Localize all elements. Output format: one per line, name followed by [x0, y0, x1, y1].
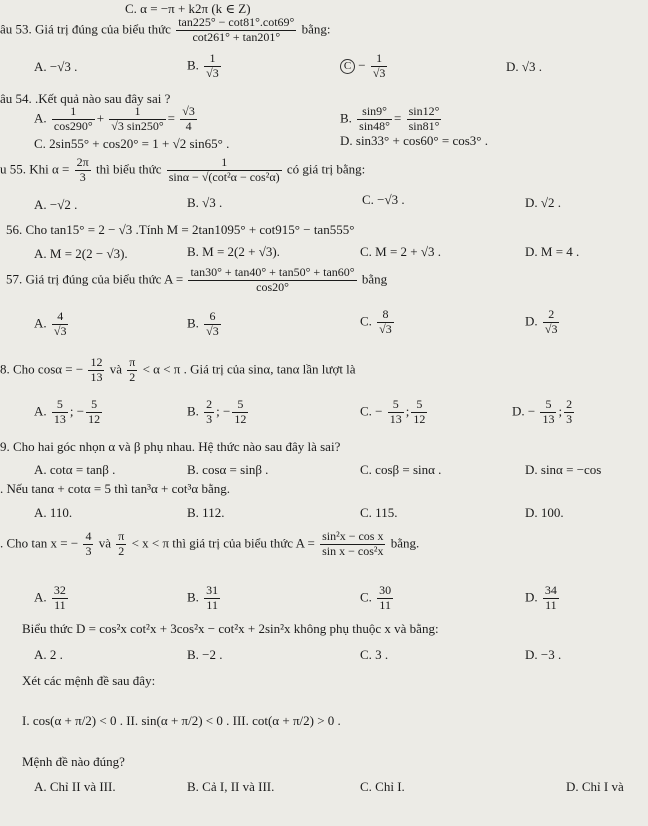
- question-62: Biểu thức D = cos²x cot²x + 3cos²x − cot²x + 2sin²x không phụ thuộc x và bằng:: [22, 621, 439, 636]
- question-55: u 55. Khi α = $\frac{2\pi}{3}$ thì biểu thức $\frac{1}{\text{sinα − √(cot²α − cos²α)}}$ có giá trị bằng:: [0, 155, 366, 184]
- question-53: âu 53. Giá trị đúng của biểu thức $\frac{\tan 225^\circ - \cot 81^\circ.\cot 69^\circ}{\cot 261^\circ + \tan 201^\circ}$ bằng:: [0, 15, 331, 44]
- q62-option-a: A. 2 .: [34, 647, 63, 662]
- q53-expression: $\frac{\tan 225^\circ - \cot 81^\circ.\cot 69^\circ}{\cot 261^\circ + \tan 201^\circ}$: [178, 15, 295, 44]
- q54-option-d: D. sin33° + cos60° = cos3° .: [340, 133, 488, 148]
- q58-option-a: A. $\frac{5}{13}$ ; − $\frac{5}{12}$: [34, 397, 101, 426]
- q55-option-d: D. √2 .: [525, 195, 562, 210]
- q61-option-d: D. $\frac{34}{11}$: [525, 583, 557, 612]
- q62-option-c: C. 3 .: [360, 647, 389, 662]
- q58-option-c: C. − $\frac{5}{13}$ ; $\frac{5}{12}$: [360, 397, 426, 426]
- q55-option-c: C. −√3 .: [362, 192, 405, 207]
- q57-option-a: A. $\frac{4}{√3}$: [34, 309, 67, 338]
- q57-option-d: D. $\frac{2}{√3}$: [525, 307, 558, 336]
- q55-option-a: A. −√2 .: [34, 197, 78, 212]
- q60-option-b: B. 112.: [187, 505, 225, 520]
- q58-option-d: D. − $\frac{5}{13}$ ; $\frac{2}{3}$: [512, 397, 573, 426]
- q54-option-b: B. $\frac{\sin 9^\circ}{\sin 48^\circ}$ = $\frac{\sin 12^\circ}{\sin 81^\circ}$: [340, 104, 440, 133]
- q60-option-c: C. 115.: [360, 505, 398, 520]
- q63-option-d: D. Chỉ I và: [566, 779, 624, 794]
- question-56: 56. Cho tan15° = 2 − √3 .Tính M = 2tan1095° + cot915° − tan555°: [6, 222, 355, 237]
- q63-statements: I. cos(α + π/2) < 0 . II. sin(α + π/2) < 0 . III. cot(α + π/2) > 0 .: [22, 713, 341, 728]
- q57-option-c: C. $\frac{8}{√3}$: [360, 307, 392, 336]
- q59-option-b: B. cosα = sinβ .: [187, 462, 269, 477]
- q61-expression: $\frac{\text{sin²x − cos x}}{\text{sin x − cos²x}}$: [322, 529, 384, 558]
- q63-option-c: C. Chỉ I.: [360, 779, 405, 794]
- q55-expression: $\frac{1}{\text{sinα − √(cot²α − cos²α)}}$: [168, 155, 280, 184]
- q53-option-c: C − $\frac{1}{√3}$: [340, 52, 389, 81]
- q63-option-a: A. Chỉ II và III.: [34, 779, 116, 794]
- question-61: . Cho tan x = − $\frac{4}{3}$ và $\frac{\pi}{2}$ < x < π thì giá trị của biểu thức A = $\frac{\text{sin²x − cos x}}{\text{sin x − cos²x}}$ bằng.: [0, 529, 420, 558]
- question-63: Xét các mệnh đề sau đây:: [22, 673, 156, 688]
- question-59: 9. Cho hai góc nhọn α và β phụ nhau. Hệ thức nào sau đây là sai?: [0, 439, 341, 454]
- q61-option-c: C. $\frac{30}{11}$: [360, 583, 392, 612]
- q56-option-d: D. M = 4 .: [525, 244, 580, 259]
- question-57: 57. Giá trị đúng của biểu thức A = $\frac{\tan 30^\circ + \tan 40^\circ + \tan 50^\circ + \tan 60^\circ}{\cos 20^\circ}$ bằng: [6, 265, 388, 294]
- q53-option-a: A. −√3 .: [34, 59, 78, 74]
- q63-option-b: B. Cả I, II và III.: [187, 779, 275, 794]
- q53-option-d: D. √3 .: [506, 59, 543, 74]
- q56-option-b: B. M = 2(2 + √3).: [187, 244, 280, 259]
- q57-option-b: B. $\frac{6}{√3}$: [187, 309, 219, 338]
- q54-option-a: A. $\frac{1}{\cos 290^\circ}$ + $\frac{1}{√3 \sin 250^\circ}$ = $\frac{√3}{4}$: [34, 104, 195, 133]
- q56-option-c: C. M = 2 + √3 .: [360, 244, 442, 259]
- question-60: . Nếu tanα + cotα = 5 thì tan³α + cot³α bằng.: [0, 481, 230, 496]
- question-54: âu 54. .Kết quả nào sau đây sai ?: [0, 91, 171, 106]
- q61-option-a: A. $\frac{32}{11}$: [34, 583, 66, 612]
- q59-option-c: C. cosβ = sinα .: [360, 462, 442, 477]
- q53-option-b: B. $\frac{1}{√3}$: [187, 51, 219, 80]
- q55-option-b: B. √3 .: [187, 195, 223, 210]
- prev-option-c: C. α = −π + k2π (k ∈ Z): [125, 1, 251, 16]
- q63-question: Mệnh đề nào đúng?: [22, 754, 125, 769]
- question-58: 8. Cho cosα = − $\frac{12}{13}$ và $\frac{\pi}{2}$ < α < π . Giá trị của sinα, tanα lần lượt là: [0, 355, 356, 384]
- q62-option-b: B. −2 .: [187, 647, 223, 662]
- q56-option-a: A. M = 2(2 − √3).: [34, 246, 128, 261]
- q54-option-c: C. 2sin55° + cos20° = 1 + √2 sin65° .: [34, 136, 230, 151]
- q62-option-d: D. −3 .: [525, 647, 562, 662]
- q60-option-d: D. 100.: [525, 505, 564, 520]
- q59-option-a: A. cotα = tanβ .: [34, 462, 116, 477]
- circled-answer-mark: C: [340, 59, 355, 74]
- q57-expression: $\frac{\tan 30^\circ + \tan 40^\circ + \tan 50^\circ + \tan 60^\circ}{\cos 20^\circ}$: [190, 265, 355, 294]
- q58-option-b: B. $\frac{2}{3}$ ; − $\frac{5}{12}$: [187, 397, 247, 426]
- q59-option-d: D. sinα = −cos: [525, 462, 602, 477]
- q61-option-b: B. $\frac{31}{11}$: [187, 583, 219, 612]
- q60-option-a: A. 110.: [34, 505, 73, 520]
